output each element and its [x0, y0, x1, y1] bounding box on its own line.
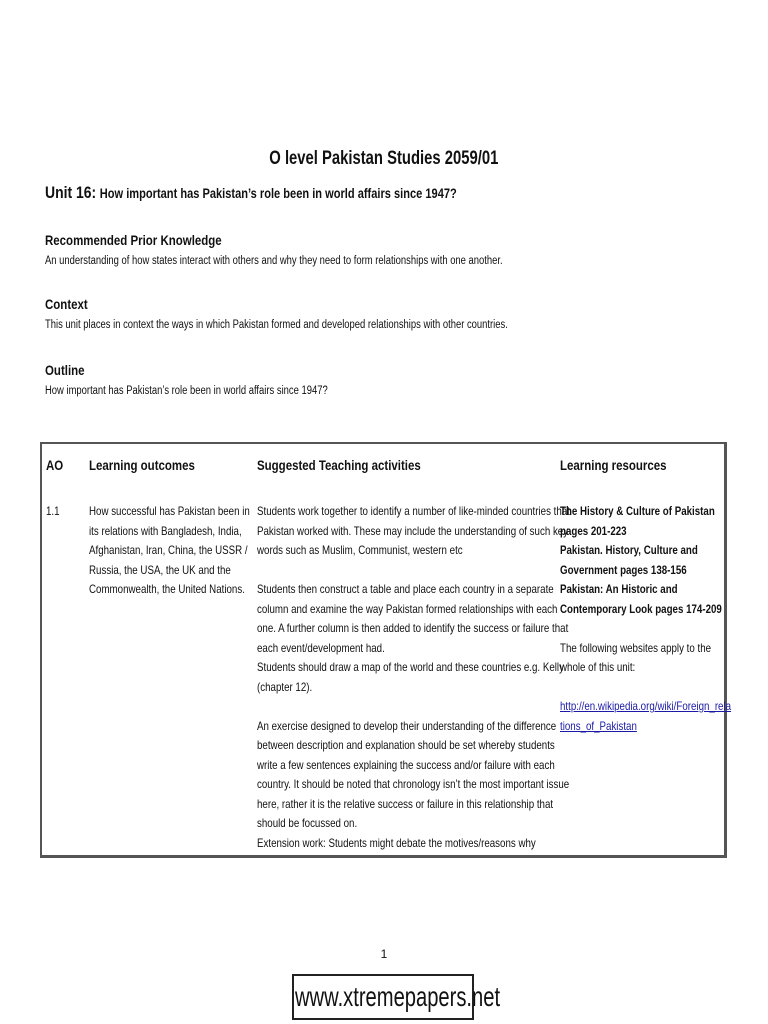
- cell-learning-resources: [560, 502, 764, 736]
- header-suggested-teaching-activities: Suggested Teaching activities: [257, 457, 421, 473]
- section-body-prior-knowledge: An understanding of how states interact with others and why they need to form relationships with one another.: [45, 255, 503, 267]
- resource-note: whole of this unit:: [560, 661, 636, 674]
- resource-books: The History & Culture of Pakistan pages 201-223 Pakistan. History, Culture and Government pages 138-156 Pakistan: An Historic and Contemporary Look pages 174-209: [560, 505, 722, 616]
- unit-label: Unit 16:: [45, 183, 97, 202]
- resource-note: The following websites apply to the: [560, 641, 712, 655]
- watermark: www.xtremepapers.net: [292, 974, 474, 1020]
- cell-learning-outcomes: How successful has Pakistan been in its relations with Bangladesh, India, Afghanistan, Iran, China, the USSR / Russia, the USA, the UK and the Commonwealth, the United Nations.: [89, 505, 250, 596]
- page-number: 1: [380, 947, 388, 961]
- header-ao: AO: [46, 457, 64, 473]
- section-heading-prior-knowledge: Recommended Prior Knowledge: [45, 232, 222, 248]
- unit-question: How important has Pakistan’s role been in world affairs since 1947?: [99, 186, 457, 201]
- wikipedia-link[interactable]: http://en.wikipedia.org/wiki/Foreign_rela tions_of_Pakistan: [560, 700, 732, 733]
- page-title: O level Pakistan Studies 2059/01: [269, 148, 499, 169]
- section-body-outline: How important has Pakistan’s role been in world affairs since 1947?: [45, 385, 328, 397]
- section-heading-context: Context: [45, 296, 88, 312]
- header-learning-outcomes: Learning outcomes: [89, 457, 195, 473]
- cell-teaching-activities: Students work together to identify a number of like-minded countries that Pakistan worked with. These may include the understanding of such key words such as Muslim, Communist, western etc Students then construct a table and place each country in a separate column and examine the way Pakistan formed relationships with each one. A further column is then added to identify the success or failure that each event/development had. Students should draw a map of the world and these countries e.g. Kelly (chapter 12). An exercise designed to develop their understanding of the difference between description and explanation should be set whereby students write a few sentences explaining the success and/or failure with each country. It should be noted that chronology isn’t the most important issue here, rather it is the relative success or failure in this relationship that should be focussed on. Extension work: Students might debate the motives/reasons why: [257, 505, 570, 850]
- unit-table: [40, 442, 732, 858]
- header-learning-resources: Learning resources: [560, 457, 667, 473]
- section-body-context: This unit places in context the ways in which Pakistan formed and developed relationships with other countries.: [45, 319, 508, 331]
- section-heading-outline: Outline: [45, 362, 85, 378]
- cell-ao: 1.1: [46, 505, 60, 518]
- unit-heading: [45, 183, 547, 203]
